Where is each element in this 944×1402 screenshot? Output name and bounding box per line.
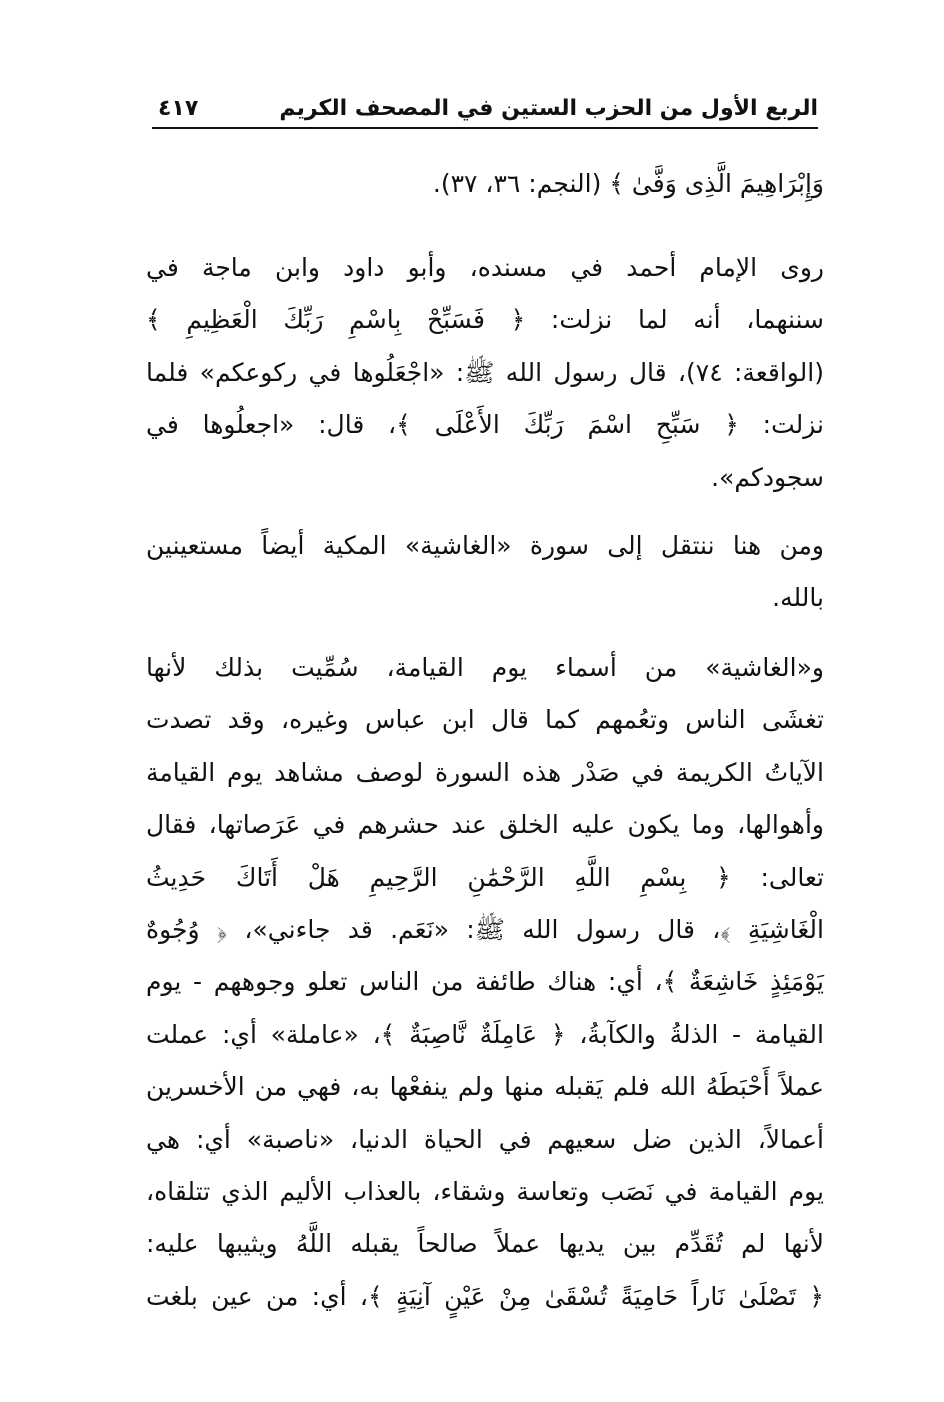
paragraph-verse-end	[146, 158, 824, 210]
text-line: ومن هنا ننتقل إلى سورة «الغاشية» المكية أيضاً مستعينين	[146, 531, 824, 560]
text-line: سننهما، أنه لما نزلت: ﴿ فَسَبِّحْ بِاسْمِ رَبِّكَ الْعَظِيمِ ﴾	[146, 305, 824, 335]
text-line: روى الإمام أحمد في مسنده، وأبو داود وابن ماجة في	[146, 253, 824, 282]
running-title: الربع الأول من الحزب الستين في المصحف الكريم	[279, 96, 818, 121]
text-line: تغشَى الناس وتعُمهم كما قال ابن عباس وغيره، وقد تصدت	[146, 705, 824, 735]
text-line: القيامة - الذلةُ والكآبةُ، ﴿ عَامِلَةٌ نَّاصِبَةٌ ﴾، «عاملة» أي: عملت	[146, 1019, 824, 1049]
text-line: لأنها لم تُقَدِّم بين يديها عملاً صالحاً يقبله اللَّهُ ويثيبها عليه:	[146, 1229, 824, 1259]
text-line: سجودكم».	[711, 462, 824, 492]
header-rule	[152, 127, 818, 129]
text-line: وَإِبْرَاهِيمَ الَّذِى وَفَّىٰ ﴾ (النجم: ٣٦، ٣٧).	[432, 169, 824, 198]
text-line: الْغَاشِيَةِ ﴾، قال رسول الله ﷺ: «نَعَم. قد جاءني»، ﴿ وُجُوهٌ	[146, 914, 824, 944]
text-line: عملاً أَحْبَطَهُ الله فلم يَقبله منها ولم ينفعْها به، فهي من الأخسرين	[146, 1072, 824, 1102]
text-line: يوم القيامة في نَصَب وتعاسة وشقاء، بالعذاب الأليم الذي تتلقاه،	[146, 1176, 824, 1206]
page-number: ٤١٧	[158, 96, 199, 121]
text-line: أعمالاً، الذين ضل سعيهم في الحياة الدنيا، «ناصبة» أي: هي	[146, 1124, 824, 1154]
text-line: و«الغاشية» من أسماء يوم القيامة، سُمِّيت بذلك لأنها	[146, 653, 824, 682]
text-line: (الواقعة: ٧٤)، قال رسول الله ﷺ: «اجْعَلُوها في ركوعكم» فلما	[146, 357, 824, 387]
text-line: تعالى: ﴿ بِسْمِ اللَّهِ الرَّحْمَٰنِ الرَّحِيمِ هَلْ أَتَاكَ حَدِيثُ	[146, 862, 824, 892]
running-header	[152, 92, 818, 128]
paragraph-transition	[146, 520, 824, 625]
text-line: بالله.	[772, 583, 824, 613]
text-line: الآياتُ الكريمة في صَدْر هذه السورة لوصف مشاهد يوم القيامة	[146, 757, 824, 787]
text-line: وأهوالها، وما يكون عليه الخلق عند حشرهم في عَرَصاتها، فقال	[146, 810, 824, 840]
text-line: نزلت: ﴿ سَبِّحِ اسْمَ رَبِّكَ الأَعْلَى ﴾، قال: «اجعلُوها في	[146, 410, 824, 440]
text-line: ﴿ تَصْلَىٰ نَاراً حَامِيَةً تُسْقَىٰ مِنْ عَيْنٍ آنِيَةٍ ﴾، أي: من عين بلغت	[146, 1281, 824, 1311]
text-line: يَوْمَئِذٍ خَاشِعَةٌ ﴾، أي: هناك طائفة من الناس تعلو وجوههم - يوم	[146, 967, 824, 997]
paragraph-hadith	[146, 242, 824, 504]
paragraph-ghashiya	[146, 642, 824, 1323]
